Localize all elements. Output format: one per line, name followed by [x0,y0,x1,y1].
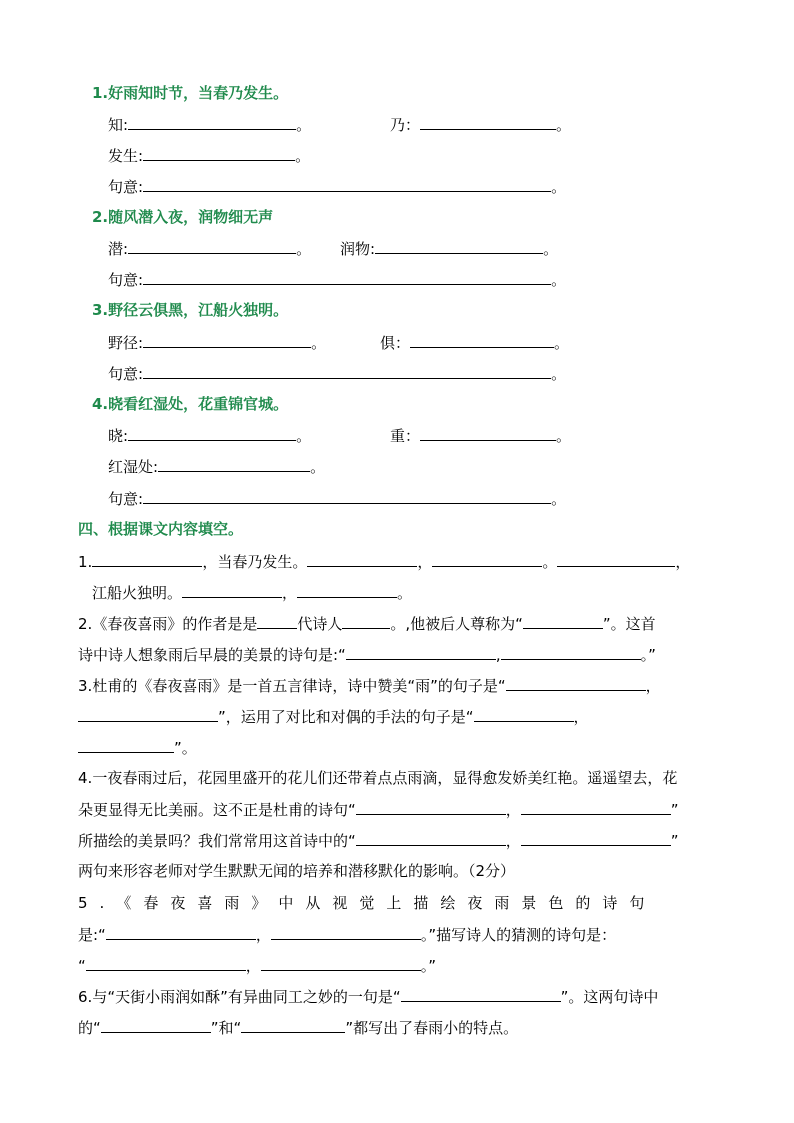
text: 与“天街小雨润如酥”有异曲同工之妙的一句是“ [92,988,401,1006]
punct: 。 [296,116,312,134]
label: 发生: [108,147,144,165]
text: ， [255,926,271,944]
text: 两句来形容老师对学生默默无闻的培养和潜移默化的影响。（2分） [78,862,516,880]
answer-blank[interactable] [420,425,556,441]
answer-blank[interactable] [128,114,296,130]
text: ， [645,677,661,695]
item-1-line-2 [108,145,310,165]
label: 句意: [108,178,144,196]
label: 句意: [108,365,144,383]
q1-line-1 [78,551,690,571]
answer-blank[interactable] [182,582,282,598]
label: 句意: [108,271,144,289]
q6-line-1 [78,986,658,1006]
text: ， [417,553,433,571]
punct: 。 [296,427,312,445]
q4-line-3 [78,830,679,850]
answer-blank[interactable] [101,1017,211,1033]
answer-blank[interactable] [128,238,296,254]
punct: 。 [311,334,327,352]
text: 代诗人 [297,615,343,633]
q5-line-2 [78,924,616,944]
answer-blank[interactable] [106,924,256,940]
punct: 。 [551,178,567,196]
text: ， [245,957,261,975]
q2-line-2 [78,644,656,664]
answer-blank[interactable] [356,830,506,846]
punct: 。 [551,490,567,508]
answer-blank[interactable] [143,176,551,192]
text: ”都写出了春雨小的特点。 [345,1019,519,1037]
text: 的“ [78,1019,101,1037]
q1-line-2 [92,582,412,602]
item-4-line-1b [390,425,571,445]
punct: 。 [543,240,559,258]
text: 《春夜喜雨》的作者是是 [92,615,258,633]
answer-blank[interactable] [241,1017,345,1033]
item-2-title: 2.随风潜入夜，润物细无声 [92,208,274,226]
text: , [495,646,501,664]
item-4-line-3 [108,488,566,508]
item-2-line-3 [108,269,566,289]
answer-blank[interactable] [307,551,417,567]
answer-blank[interactable] [143,145,295,161]
q6-line-2 [78,1017,518,1037]
q4-line-4 [78,861,515,881]
answer-blank[interactable] [78,737,174,753]
item-4-line-2 [108,456,325,476]
label: 潜: [108,240,129,258]
q-number: 3. [78,677,93,695]
q-number: 4. [78,769,93,787]
text: ， [505,832,521,850]
answer-blank[interactable] [356,799,506,815]
text: ， [505,801,521,819]
answer-blank[interactable] [143,488,551,504]
answer-blank[interactable] [521,799,671,815]
text: 《春夜喜雨》中从视觉上描绘夜雨景色的诗句 [116,894,657,912]
answer-blank[interactable] [375,238,543,254]
text: 。,他被后人尊称为“ [390,615,523,633]
text: 江船火独明。 [92,584,183,602]
text: ”。 [174,739,197,757]
text: “ [78,957,86,975]
item-2-line-1b [340,238,558,258]
answer-blank[interactable] [521,830,671,846]
label: 野径: [108,334,144,352]
answer-blank[interactable] [143,332,311,348]
text: 。” [420,957,437,975]
answer-blank[interactable] [143,269,551,285]
answer-blank[interactable] [78,706,218,722]
item-3-line-3 [108,363,566,383]
label: 乃： [390,116,421,134]
item-1-line-3 [108,176,566,196]
q4-line-2 [78,799,679,819]
text: ， [675,553,691,571]
punct: 。 [310,458,326,476]
q5-line-1 [78,893,656,913]
item-3-line-1b [380,332,569,352]
text: 。 [397,584,413,602]
q-number: 6. [78,988,93,1006]
answer-blank[interactable] [501,644,641,660]
punct: 。 [295,147,311,165]
text: 。” [640,646,656,664]
answer-blank[interactable] [410,332,554,348]
answer-blank[interactable] [523,613,603,629]
item-4-title: 4.晓看红湿处，花重锦官城。 [92,395,289,413]
item-1-line-1 [108,114,311,134]
answer-blank[interactable] [474,706,574,722]
answer-blank[interactable] [420,114,556,130]
text: ”，运用了对比和对偶的手法的句子是“ [218,708,474,726]
label: 重： [390,427,421,445]
punct: 。 [556,116,572,134]
text: 一夜春雨过后，花园里盛开的花儿们还带着点点雨滴，显得愈发娇美红艳。遥遥望去，花 [92,769,678,787]
q-number: 5. [78,894,117,912]
text: 杜甫的《春夜喜雨》是一首五言律诗，诗中赞美“雨”的句子是“ [92,677,506,695]
punct: 。 [296,240,312,258]
item-1-title: 1.好雨知时节，当春乃发生。 [92,84,289,102]
text: ， [282,584,298,602]
answer-blank[interactable] [261,955,421,971]
text: ”。这两句诗中 [560,988,659,1006]
answer-blank[interactable] [86,955,246,971]
text: 朵更显得无比美丽。这不正是杜甫的诗句“ [78,801,356,819]
section-4-heading: 四、根据课文内容填空。 [78,520,244,538]
text: ， [573,708,589,726]
answer-blank[interactable] [158,456,310,472]
text: 。”描写诗人的猜测的诗句是： [420,926,617,944]
label: 句意: [108,490,144,508]
label: 润物: [340,240,376,258]
q4-line-1 [78,768,677,788]
q-number: 2. [78,615,93,633]
answer-blank[interactable] [92,551,202,567]
answer-blank[interactable] [297,582,397,598]
item-4-line-1 [108,425,311,445]
text: 诗中诗人想象雨后早晨的美景的诗句是:“ [78,646,346,664]
text: ”和“ [210,1019,242,1037]
text: 所描绘的美景吗？我们常常用这首诗中的“ [78,832,356,850]
answer-blank[interactable] [346,644,496,660]
answer-blank[interactable] [271,924,421,940]
text: ”。这首 [602,615,656,633]
text: 。 [542,553,558,571]
item-3-title: 3.野径云俱黑，江船火独明。 [92,301,289,319]
text: ，当春乃发生。 [202,553,308,571]
punct: 。 [556,427,572,445]
answer-blank[interactable] [128,425,296,441]
label: 红湿处: [108,458,159,476]
q2-line-1 [78,613,656,633]
label: 晓: [108,427,129,445]
item-2-line-1 [108,238,311,258]
answer-blank[interactable] [557,551,675,567]
q3-line-3 [78,737,197,757]
text: 是:“ [78,926,106,944]
answer-blank[interactable] [506,675,646,691]
text: ” [670,801,679,819]
item-1-line-1b [390,114,571,134]
punct: 。 [554,334,570,352]
punct: 。 [551,271,567,289]
item-3-line-1 [108,332,326,352]
punct: 。 [551,365,567,383]
answer-blank[interactable] [257,613,297,629]
answer-blank[interactable] [432,551,542,567]
q3-line-2 [78,706,589,726]
label: 俱： [380,334,411,352]
answer-blank[interactable] [342,613,390,629]
label: 知: [108,116,129,134]
text: ” [670,832,679,850]
q-number: 1. [78,553,93,571]
answer-blank[interactable] [143,363,551,379]
answer-blank[interactable] [401,986,561,1002]
q3-line-1 [78,675,661,695]
q5-line-3 [78,955,436,975]
